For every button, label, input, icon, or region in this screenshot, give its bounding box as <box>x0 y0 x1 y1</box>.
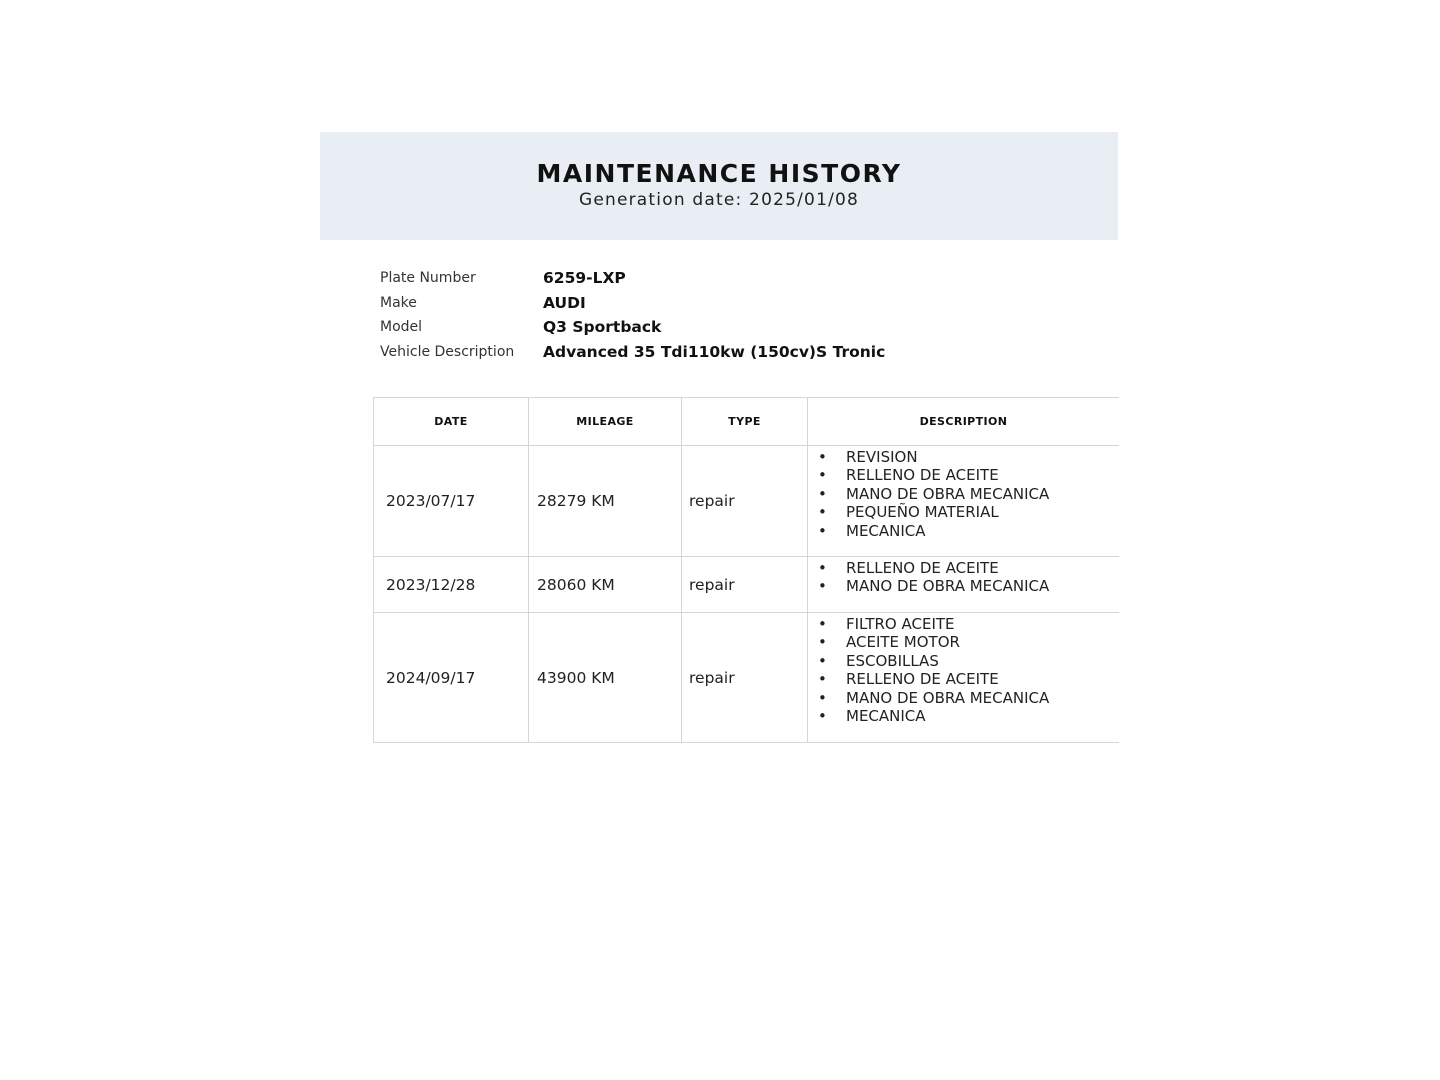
column-header-description: DESCRIPTION <box>808 398 1120 446</box>
table-row <box>374 557 1120 613</box>
plate-value: 6259-LXP <box>543 269 626 288</box>
table-row <box>374 446 1120 557</box>
bullet: • <box>818 633 827 652</box>
bullet: • <box>818 448 827 466</box>
cell-date: 2023/07/17 <box>374 446 529 557</box>
report-title: MAINTENANCE HISTORY <box>536 159 902 188</box>
bullet: • <box>818 503 827 522</box>
description-item: • ESCOBILLAS <box>818 651 939 670</box>
description-item: • MANO DE OBRA MECANICA <box>818 688 1050 707</box>
cell-mileage: 28060 KM <box>529 557 682 613</box>
column-header-type: TYPE <box>682 398 808 446</box>
bullet: • <box>818 521 827 540</box>
plate-label: Plate Number <box>380 270 476 287</box>
description-item: • MANO DE OBRA MECANICA <box>818 484 1050 503</box>
column-header-date: DATE <box>374 398 529 446</box>
cell-type: repair <box>682 446 808 557</box>
description-item: • RELLENO DE ACEITE <box>818 466 999 485</box>
vehicle-description-label: Vehicle Description <box>380 343 515 360</box>
cell-description <box>808 446 1120 557</box>
maintenance-table <box>373 397 1119 743</box>
description-item: • RELLENO DE ACEITE <box>818 559 999 577</box>
description-item: • ACEITE MOTOR <box>818 633 960 652</box>
cell-mileage: 28279 KM <box>529 446 682 557</box>
description-item: • RELLENO DE ACEITE <box>818 670 999 689</box>
bullet: • <box>818 559 827 577</box>
cell-mileage: 43900 KM <box>529 613 682 743</box>
vehicle-info <box>380 266 885 364</box>
generation-date: Generation date: 2025/01/08 <box>578 190 860 210</box>
bullet: • <box>818 615 827 633</box>
cell-type: repair <box>682 613 808 743</box>
bullet: • <box>818 707 827 726</box>
cell-description <box>808 613 1120 743</box>
description-list <box>808 559 1119 596</box>
vehicle-description-value: Advanced 35 Tdi110kw (150cv)S Tronic <box>543 342 886 361</box>
make-label: Make <box>380 294 417 311</box>
table-header-row <box>374 398 1120 446</box>
model-label: Model <box>380 319 423 336</box>
make-row <box>380 291 885 316</box>
bullet: • <box>818 651 827 670</box>
model-row <box>380 315 885 340</box>
report-header <box>320 132 1118 240</box>
description-item: • FILTRO ACEITE <box>818 615 955 633</box>
bullet: • <box>818 670 827 689</box>
bullet: • <box>818 466 827 485</box>
plate-row <box>380 266 885 291</box>
make-value: AUDI <box>543 293 586 312</box>
column-header-mileage: MILEAGE <box>529 398 682 446</box>
description-row <box>380 340 885 365</box>
description-list <box>808 448 1119 540</box>
description-item: • MECANICA <box>818 707 926 726</box>
cell-date: 2023/12/28 <box>374 557 529 613</box>
cell-date: 2024/09/17 <box>374 613 529 743</box>
table-row <box>374 613 1120 743</box>
bullet: • <box>818 577 827 596</box>
description-item: • PEQUEÑO MATERIAL <box>818 503 999 522</box>
maintenance-report <box>320 132 1118 726</box>
description-item: • MECANICA <box>818 521 926 540</box>
description-item: • REVISION <box>818 448 918 466</box>
cell-type: repair <box>682 557 808 613</box>
description-list <box>808 615 1119 725</box>
cell-description <box>808 557 1120 613</box>
bullet: • <box>818 688 827 707</box>
description-item: • MANO DE OBRA MECANICA <box>818 577 1050 596</box>
model-value: Q3 Sportback <box>543 318 662 337</box>
bullet: • <box>818 484 827 503</box>
